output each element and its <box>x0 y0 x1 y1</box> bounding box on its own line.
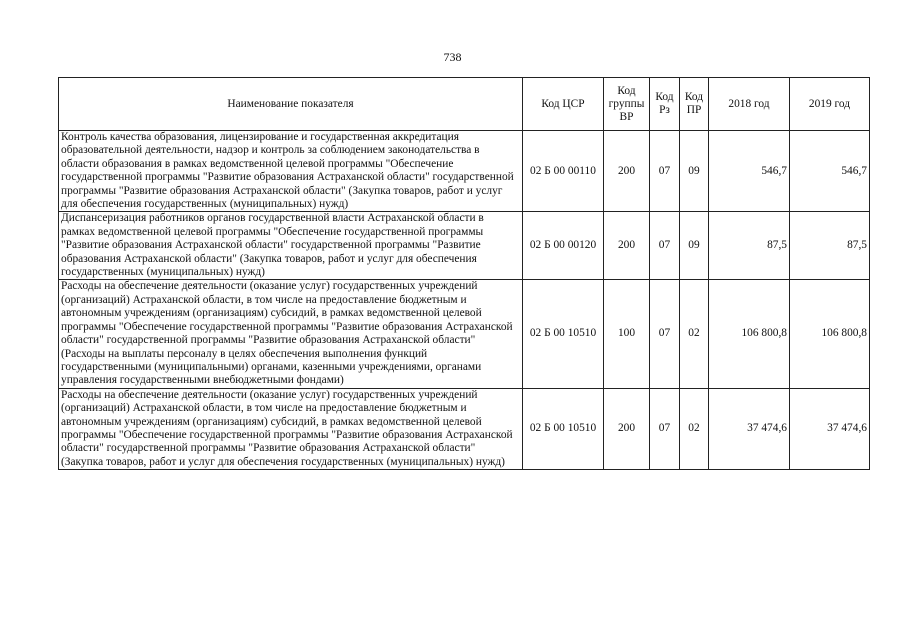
row-vr: 200 <box>604 131 650 212</box>
row-csr: 02 Б 00 00110 <box>523 131 604 212</box>
table-row <box>59 280 870 388</box>
row-rz: 07 <box>650 388 680 469</box>
row-2019: 546,7 <box>790 131 870 212</box>
row-name: Расходы на обеспечение деятельности (оказание услуг) государственных учреждений (организаций) Астраханской области, в том числе на предоставление бюджетным и автономным учреждениям (организациям) субсидий, в рамках ведомственной целевой программы "Обеспечение государственной программы "Развитие образования Астраханской области" государственной программы "Развитие образования Астраханской области" (Закупка товаров, работ и услуг для обеспечения государственных (муниципальных) нужд) <box>59 388 523 469</box>
row-2018: 546,7 <box>709 131 790 212</box>
row-csr: 02 Б 00 10510 <box>523 280 604 388</box>
table-row <box>59 388 870 469</box>
row-name: Диспансеризация работников органов государственной власти Астраханской области в рамках ведомственной целевой программы "Обеспечение государственной программы "Развитие образования Астраханской области" государственной программы "Развитие образования Астраханской области" (Закупка товаров, работ и услуг для обеспечения государственных (муниципальных) нужд) <box>59 212 523 280</box>
row-name: Расходы на обеспечение деятельности (оказание услуг) государственных учреждений (организаций) Астраханской области, в том числе на предоставление бюджетным и автономным учреждениям (организациям) субсидий, в рамках ведомственной целевой программы "Обеспечение государственной программы "Развитие образования Астраханской области" государственной программы "Развитие образования Астраханской области" (Расходы на выплаты персоналу в целях обеспечения выполнения функций государственными (муниципальными) органами, казенными учреждениями, органами управления государственными внебюджетными фондами) <box>59 280 523 388</box>
row-rz: 07 <box>650 280 680 388</box>
budget-table <box>58 77 870 470</box>
header-csr: Код ЦСР <box>523 78 604 131</box>
row-2018: 87,5 <box>709 212 790 280</box>
page-number: 738 <box>443 50 462 64</box>
row-2018: 37 474,6 <box>709 388 790 469</box>
table-header-row <box>59 78 870 131</box>
table-row <box>59 212 870 280</box>
row-pr: 09 <box>680 212 709 280</box>
row-vr: 100 <box>604 280 650 388</box>
header-vr: Код группы ВР <box>604 78 650 131</box>
header-rz: Код Рз <box>650 78 680 131</box>
row-pr: 09 <box>680 131 709 212</box>
row-csr: 02 Б 00 00120 <box>523 212 604 280</box>
row-2019: 37 474,6 <box>790 388 870 469</box>
row-csr: 02 Б 00 10510 <box>523 388 604 469</box>
row-vr: 200 <box>604 388 650 469</box>
header-2019: 2019 год <box>790 78 870 131</box>
table-row <box>59 131 870 212</box>
row-vr: 200 <box>604 212 650 280</box>
row-2018: 106 800,8 <box>709 280 790 388</box>
row-2019: 106 800,8 <box>790 280 870 388</box>
row-2019: 87,5 <box>790 212 870 280</box>
header-2018: 2018 год <box>709 78 790 131</box>
header-name: Наименование показателя <box>59 78 523 131</box>
row-name: Контроль качества образования, лицензирование и государственная аккредитация образовательной деятельности, надзор и контроль за соблюдением законодательства в области образования в рамках ведомственной целевой программы "Обеспечение государственной программы "Развитие образования Астраханской области" государственной программы "Развитие образования Астраханской области" (Закупка товаров, работ и услуг для обеспечения государственных (муниципальных) нужд) <box>59 131 523 212</box>
row-rz: 07 <box>650 131 680 212</box>
row-pr: 02 <box>680 280 709 388</box>
row-rz: 07 <box>650 212 680 280</box>
header-pr: Код ПР <box>680 78 709 131</box>
row-pr: 02 <box>680 388 709 469</box>
